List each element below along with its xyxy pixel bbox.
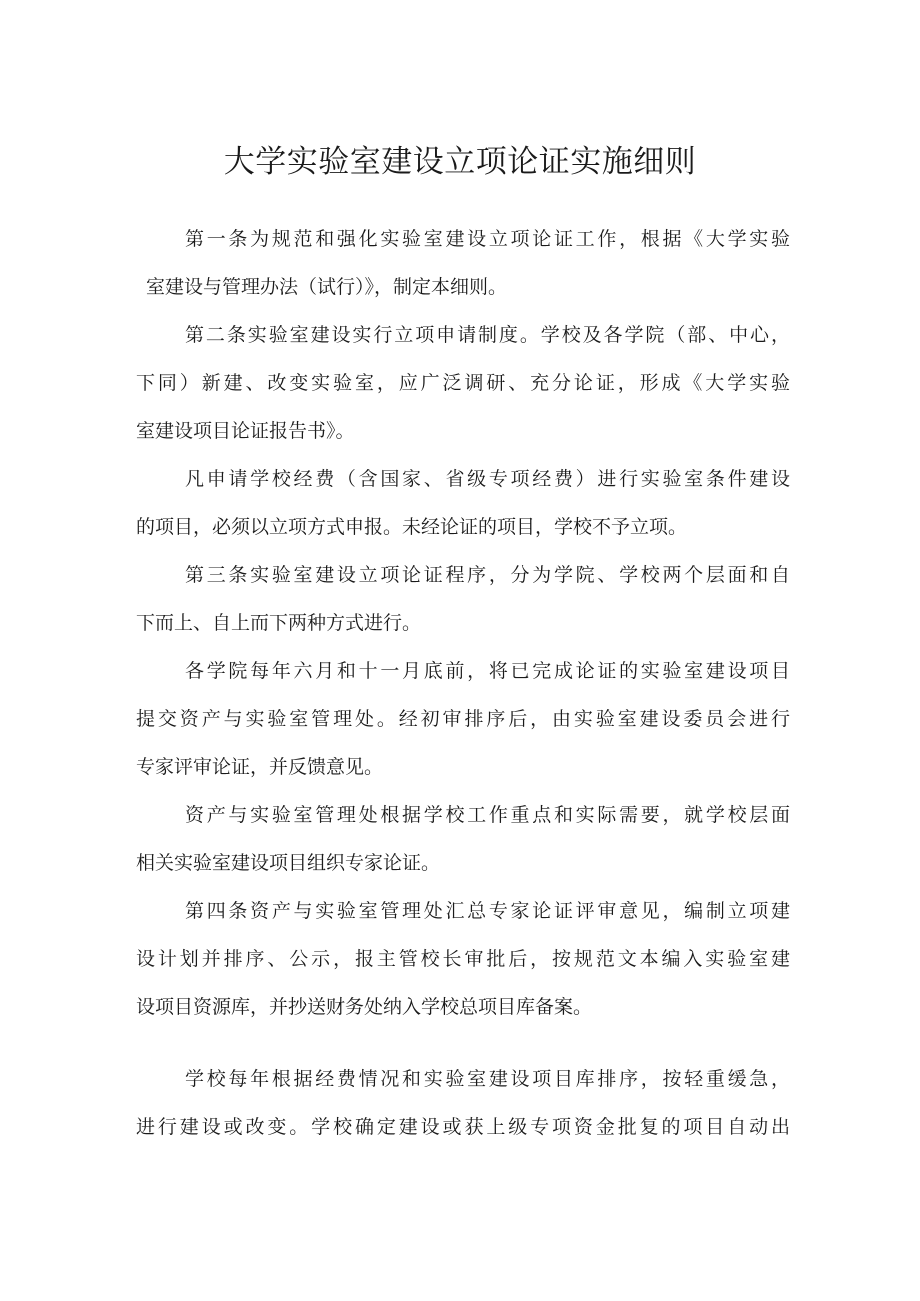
paragraph-line: 第一条为规范和强化实验室建设立项论证工作，根据《大学实验 — [185, 228, 790, 250]
document-title: 大学实验室建设立项论证实施细则 — [223, 144, 697, 180]
paragraph-line: 凡申请学校经费（含国家、省级专项经费）进行实验室条件建设 — [185, 468, 790, 490]
paragraph-line: 第三条实验室建设立项论证程序，分为学院、学校两个层面和自 — [185, 564, 790, 586]
paragraph-line: 资产与实验室管理处根据学校工作重点和实际需要，就学校层面 — [185, 804, 790, 826]
paragraph-line: 第四条资产与实验室管理处汇总专家论证评审意见，编制立项建 — [185, 900, 790, 922]
paragraph-line: 各学院每年六月和十一月底前，将已完成论证的实验室建设项目 — [185, 660, 790, 682]
paragraph-line: 第二条实验室建设实行立项申请制度。学校及各学院（部、中心， — [185, 324, 790, 346]
paragraph-line: 设项目资源库，并抄送财务处纳入学校总项目库备案。 — [136, 996, 593, 1018]
paragraph-line: 设计划并排序、公示，报主管校长审批后，按规范文本编入实验室建 — [136, 948, 790, 970]
paragraph-line: 专家评审论证，并反馈意见。 — [136, 756, 384, 778]
paragraph-line: 下同）新建、改变实验室，应广泛调研、充分论证，形成《大学实验 — [136, 372, 790, 394]
paragraph-line: 进行建设或改变。学校确定建设或获上级专项资金批复的项目自动出 — [136, 1116, 790, 1138]
paragraph-line: 提交资产与实验室管理处。经初审排序后，由实验室建设委员会进行 — [136, 708, 790, 730]
paragraph-line: 的项目，必须以立项方式申报。未经论证的项目，学校不予立项。 — [136, 516, 688, 538]
paragraph-line: 学校每年根据经费情况和实验室建设项目库排序，按轻重缓急， — [185, 1068, 790, 1090]
paragraph-line: 相关实验室建设项目组织专家论证。 — [136, 852, 441, 874]
paragraph-line: 室建设与管理办法（试行）》，制定本细则。 — [146, 276, 508, 298]
paragraph-line: 下而上、自上而下两种方式进行。 — [136, 612, 422, 634]
paragraph-line: 室建设项目论证报告书》。 — [136, 420, 355, 442]
